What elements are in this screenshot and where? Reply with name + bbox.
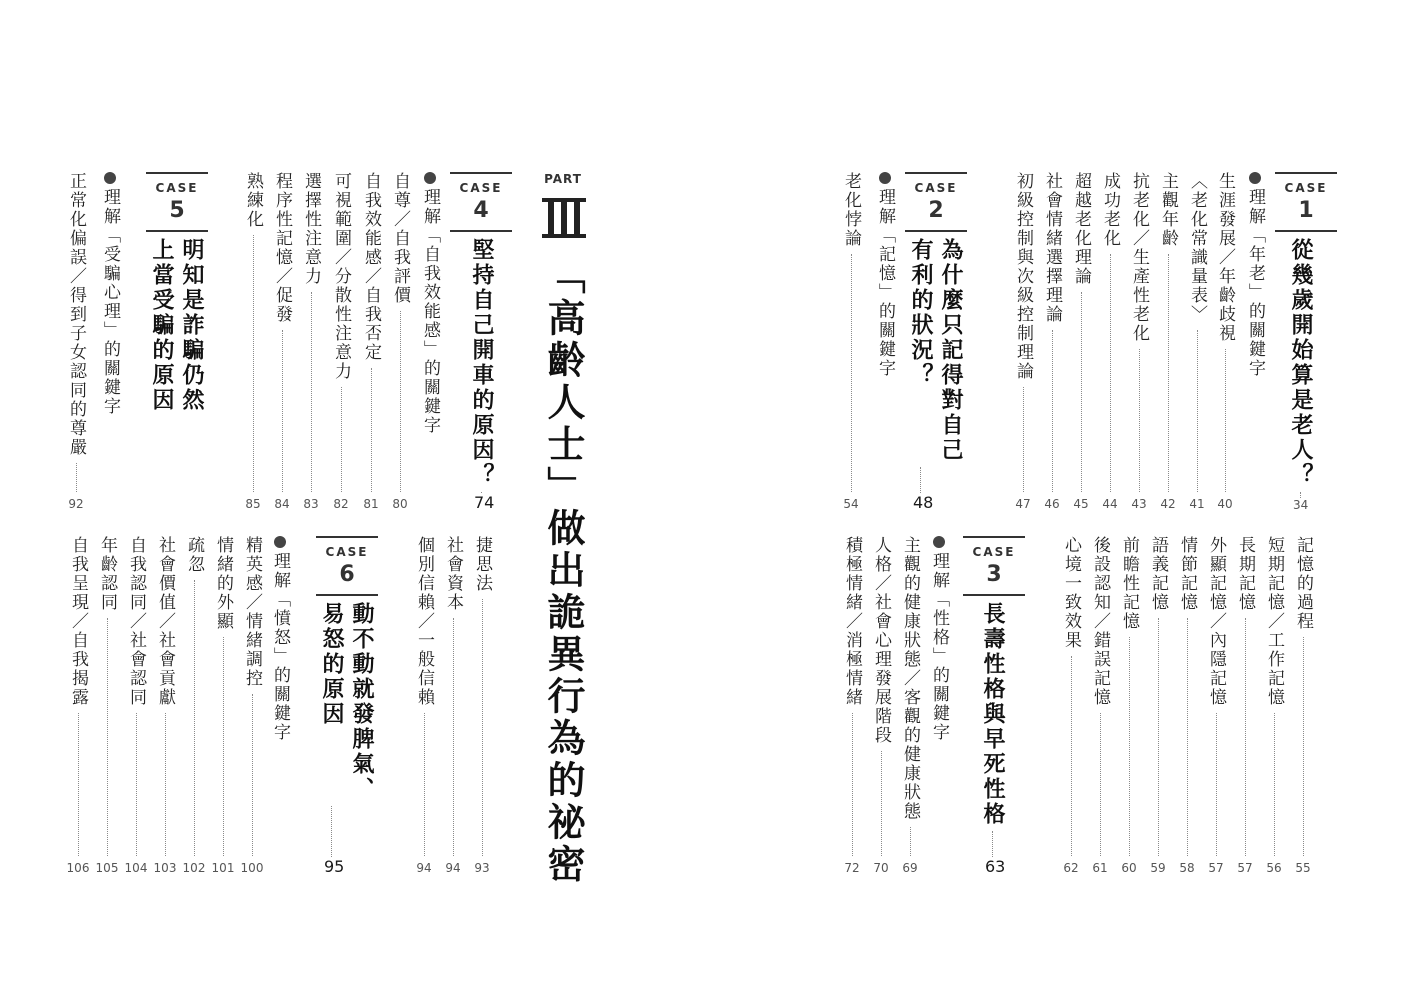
case-5-title-line: 上當受騙的原因 [149, 238, 174, 413]
bullet-icon [1249, 172, 1261, 184]
toc-entry[interactable]: 理解「受騙心理」的關鍵字 [96, 172, 124, 512]
toc-entry[interactable]: 抗老化／生產性老化 43 [1129, 172, 1149, 511]
toc-entry[interactable]: 積極情緒／消極情緒 72 [842, 536, 862, 875]
toc-entry[interactable]: 自我效能感／自我否定 81 [361, 172, 381, 511]
toc-entry[interactable]: 社會價值／社會貢獻 103 [153, 536, 177, 875]
case-label: CASE [1284, 181, 1328, 195]
toc-entry[interactable]: 外顯記憶／內隱記憶 57 [1206, 536, 1226, 875]
toc-entry[interactable]: 老化悖論 54 [841, 172, 861, 511]
toc-entry[interactable]: 理解「記憶」的關鍵字 [871, 172, 899, 512]
case-6-title[interactable] [316, 602, 376, 876]
part-label: PART [544, 172, 582, 186]
page-number: 63 [985, 857, 1006, 876]
toc-entry[interactable]: 自我認同／社會認同 104 [124, 536, 148, 875]
part-numeral-iii [542, 198, 586, 238]
toc-entry[interactable]: 超越老化理論 45 [1071, 172, 1091, 511]
page-number: 48 [913, 493, 934, 512]
toc-entry[interactable]: 記憶的過程 55 [1293, 536, 1313, 875]
toc-entry[interactable]: 理解「年老」的關鍵字 [1241, 172, 1269, 512]
toc-entry[interactable]: 社會資本 94 [443, 536, 463, 875]
toc-entry[interactable]: 情緒的外顯 101 [211, 536, 235, 875]
bullet-icon [879, 172, 891, 184]
case-4-header [450, 172, 512, 232]
toc-entry[interactable]: 後設認知／錯誤記憶 61 [1090, 536, 1110, 875]
toc-entry[interactable]: 理解「自我效能感」的關鍵字 [416, 172, 444, 512]
case-number: 4 [473, 198, 489, 223]
case-number: 1 [1298, 198, 1314, 223]
bullet-icon [274, 536, 286, 548]
case-2-title[interactable] [905, 238, 965, 512]
case-6-header [316, 536, 378, 596]
case-label: CASE [325, 545, 369, 559]
toc-entry[interactable]: 長期記憶 57 [1235, 536, 1255, 875]
toc-entry[interactable]: 成功老化 44 [1100, 172, 1120, 511]
case-1-title[interactable] [1285, 238, 1345, 512]
toc-entry[interactable]: 人格／社會心理發展階段 70 [871, 536, 891, 875]
toc-entry[interactable]: 可視範圍／分散性注意力 82 [331, 172, 351, 511]
case-number: 2 [928, 198, 944, 223]
page-number: 34 [1293, 498, 1309, 512]
case-2-title-line: 為什麼只記得對自己 [938, 238, 963, 463]
toc-entry[interactable]: 〈老化常識量表〉 41 [1187, 172, 1207, 511]
toc-entry[interactable]: 自尊／自我評價 80 [390, 172, 410, 511]
case-label: CASE [155, 181, 199, 195]
toc-entry[interactable]: 短期記憶／工作記憶 56 [1264, 536, 1284, 875]
case-4-title[interactable] [466, 238, 526, 512]
toc-entry[interactable]: 精英感／情緒調控 100 [240, 536, 264, 875]
case-3-title[interactable] [977, 602, 1037, 876]
toc-entry[interactable]: 心境一致效果 62 [1061, 536, 1081, 875]
toc-entry[interactable]: 疏忽 102 [182, 536, 206, 875]
case-4-title-line: 堅持自己開車的原因？ [469, 238, 494, 488]
case-2-header [905, 172, 967, 232]
bullet-icon [424, 172, 436, 184]
part-title: 「高齡人士」做出詭異行為的祕密 [541, 256, 585, 886]
bullet-icon [104, 172, 116, 184]
toc-entry[interactable]: 年齡認同 105 [95, 536, 119, 875]
page-number: 74 [474, 493, 495, 512]
toc-entry[interactable]: 語義記憶 59 [1148, 536, 1168, 875]
part-heading [528, 168, 598, 886]
case-1-header [1275, 172, 1337, 232]
toc-entry[interactable]: 前瞻性記憶 60 [1119, 536, 1139, 875]
case-5-header [146, 172, 208, 232]
toc-entry[interactable]: 初級控制與次級控制理論 47 [1013, 172, 1033, 511]
toc-entry[interactable]: 社會情緒選擇理論 46 [1042, 172, 1062, 511]
case-5-title-line: 明知是詐騙仍然 [179, 238, 204, 413]
toc-entry[interactable]: 情節記憶 58 [1177, 536, 1197, 875]
case-3-header [963, 536, 1025, 596]
toc-entry[interactable]: 自我呈現／自我揭露 106 [66, 536, 90, 875]
case-2-title-line: 有利的狀況？ [908, 238, 933, 388]
case-5-title[interactable] [146, 238, 206, 413]
toc-entry[interactable]: 理解「性格」的關鍵字 [925, 536, 953, 876]
toc-entry[interactable]: 捷思法 93 [472, 536, 492, 875]
toc-entry[interactable]: 正常化偏誤／得到子女認同的尊嚴 92 [66, 172, 86, 511]
toc-entry[interactable]: 生涯發展／年齡歧視 40 [1215, 172, 1235, 511]
toc-entry[interactable]: 選擇性注意力 83 [301, 172, 321, 511]
case-3-title-line: 長壽性格與早死性格 [980, 602, 1005, 827]
case-number: 3 [986, 562, 1002, 587]
case-6-title-line: 動不動就發脾氣、 [349, 602, 374, 802]
toc-entry[interactable]: 程序性記憶／促發 84 [272, 172, 292, 511]
right-page [705, 0, 1410, 1000]
case-number: 5 [169, 198, 185, 223]
case-label: CASE [459, 181, 503, 195]
toc-entry[interactable]: 理解「憤怒」的關鍵字 [266, 536, 294, 876]
case-6-title-line: 易怒的原因 [319, 602, 344, 727]
toc-entry[interactable]: 主觀年齡 42 [1158, 172, 1178, 511]
toc-entry[interactable]: 熟練化 85 [243, 172, 263, 511]
toc-entry[interactable]: 個別信賴／一般信賴 94 [414, 536, 434, 875]
toc-entry[interactable]: 主觀的健康狀態／客觀的健康狀態 69 [900, 536, 920, 875]
case-number: 6 [339, 562, 355, 587]
bullet-icon [933, 536, 945, 548]
case-label: CASE [914, 181, 958, 195]
case-1-title-line: 從幾歲開始算是老人？ [1288, 238, 1313, 488]
page-number: 95 [324, 857, 345, 876]
case-label: CASE [972, 545, 1016, 559]
